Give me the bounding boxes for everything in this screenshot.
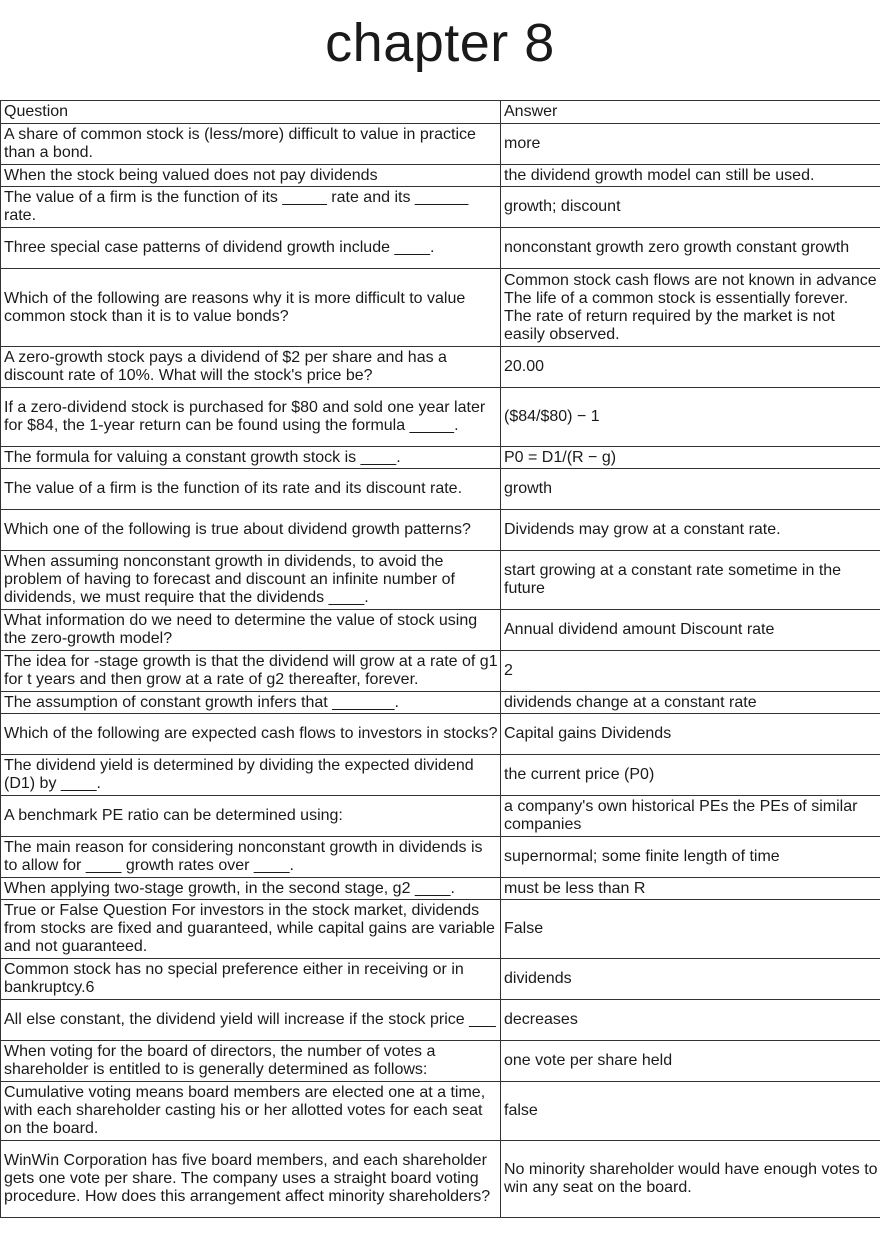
question-cell: WinWin Corporation has five board members, and each shareholder gets one vote per share. The company uses a straight board voting procedure. How does this arrangement affect minority shareholders?: [1, 1141, 501, 1218]
table-row: [1, 837, 880, 878]
answer-cell: a company's own historical PEs the PEs of similar companies: [501, 796, 880, 837]
question-cell: What information do we need to determine the value of stock using the zero-growth model?: [1, 610, 501, 651]
answer-cell: the dividend growth model can still be used.: [501, 165, 880, 187]
table-row: [1, 447, 880, 469]
question-cell: When assuming nonconstant growth in dividends, to avoid the problem of having to forecast and discount an infinite number of dividends, we must require that the dividends ____.: [1, 551, 501, 610]
question-cell: The main reason for considering nonconstant growth in dividends is to allow for ____ growth rates over ____.: [1, 837, 501, 878]
table-row: [1, 755, 880, 796]
answer-cell: one vote per share held: [501, 1041, 880, 1082]
question-cell: The value of a firm is the function of its _____ rate and its ______ rate.: [1, 187, 501, 228]
answer-cell: dividends change at a constant rate: [501, 692, 880, 714]
table-row: [1, 165, 880, 187]
question-cell: The assumption of constant growth infers that _______.: [1, 692, 501, 714]
question-cell: Which one of the following is true about dividend growth patterns?: [1, 510, 501, 551]
answer-cell: ($84/$80) − 1: [501, 388, 880, 447]
answer-cell: more: [501, 124, 880, 165]
question-cell: When applying two-stage growth, in the second stage, g2 ____.: [1, 878, 501, 900]
question-answer-table: [0, 100, 880, 1218]
table-row: [1, 692, 880, 714]
table-row: [1, 551, 880, 610]
table-row: [1, 1141, 880, 1218]
table-header-row: [1, 101, 880, 124]
table-row: [1, 469, 880, 510]
question-cell: Common stock has no special preference either in receiving or in bankruptcy.6: [1, 959, 501, 1000]
answer-cell: supernormal; some finite length of time: [501, 837, 880, 878]
answer-cell: False: [501, 900, 880, 959]
answer-cell: Common stock cash flows are not known in advance The life of a common stock is essentially forever. The rate of return required by the market is not easily observed.: [501, 269, 880, 347]
question-cell: All else constant, the dividend yield will increase if the stock price ___: [1, 1000, 501, 1041]
page-title: chapter 8: [325, 13, 555, 73]
table-row: [1, 1000, 880, 1041]
answer-cell: 20.00: [501, 347, 880, 388]
question-cell: Which of the following are reasons why it is more difficult to value common stock than it is to value bonds?: [1, 269, 501, 347]
question-cell: A zero-growth stock pays a dividend of $2 per share and has a discount rate of 10%. What will the stock's price be?: [1, 347, 501, 388]
table-row: [1, 1082, 880, 1141]
answer-cell: dividends: [501, 959, 880, 1000]
table-row: [1, 959, 880, 1000]
question-cell: The value of a firm is the function of its rate and its discount rate.: [1, 469, 501, 510]
answer-cell: No minority shareholder would have enough votes to win any seat on the board.: [501, 1141, 880, 1218]
table-row: [1, 714, 880, 755]
question-cell: True or False Question For investors in the stock market, dividends from stocks are fixed and guaranteed, while capital gains are variable and not guaranteed.: [1, 900, 501, 959]
table-row: [1, 878, 880, 900]
column-header-question: Question: [1, 101, 501, 124]
answer-cell: Capital gains Dividends: [501, 714, 880, 755]
table-row: [1, 900, 880, 959]
question-cell: Three special case patterns of dividend growth include ____.: [1, 228, 501, 269]
table-row: [1, 388, 880, 447]
question-cell: If a zero-dividend stock is purchased for $80 and sold one year later for $84, the 1-year return can be found using the formula _____.: [1, 388, 501, 447]
answer-cell: Annual dividend amount Discount rate: [501, 610, 880, 651]
table-row: [1, 347, 880, 388]
column-header-answer: Answer: [501, 101, 880, 124]
question-cell: When voting for the board of directors, the number of votes a shareholder is entitled to is generally determined as follows:: [1, 1041, 501, 1082]
answer-cell: decreases: [501, 1000, 880, 1041]
answer-cell: false: [501, 1082, 880, 1141]
answer-cell: must be less than R: [501, 878, 880, 900]
question-cell: A share of common stock is (less/more) difficult to value in practice than a bond.: [1, 124, 501, 165]
answer-cell: the current price (P0): [501, 755, 880, 796]
answer-cell: start growing at a constant rate sometime in the future: [501, 551, 880, 610]
question-cell: Which of the following are expected cash flows to investors in stocks?: [1, 714, 501, 755]
question-cell: The formula for valuing a constant growth stock is ____.: [1, 447, 501, 469]
answer-cell: nonconstant growth zero growth constant growth: [501, 228, 880, 269]
question-cell: Cumulative voting means board members are elected one at a time, with each shareholder casting his or her allotted votes for each seat on the board.: [1, 1082, 501, 1141]
table-row: [1, 610, 880, 651]
question-cell: When the stock being valued does not pay dividends: [1, 165, 501, 187]
table-row: [1, 510, 880, 551]
table-row: [1, 1041, 880, 1082]
table-row: [1, 187, 880, 228]
answer-cell: growth: [501, 469, 880, 510]
table-row: [1, 796, 880, 837]
table-row: [1, 228, 880, 269]
question-cell: A benchmark PE ratio can be determined using:: [1, 796, 501, 837]
table-row: [1, 269, 880, 347]
answer-cell: growth; discount: [501, 187, 880, 228]
question-cell: The dividend yield is determined by dividing the expected dividend (D1) by ____.: [1, 755, 501, 796]
answer-cell: Dividends may grow at a constant rate.: [501, 510, 880, 551]
answer-cell: 2: [501, 651, 880, 692]
answer-cell: P0 = D1/(R − g): [501, 447, 880, 469]
table-row: [1, 124, 880, 165]
table-row: [1, 651, 880, 692]
question-cell: The idea for -stage growth is that the dividend will grow at a rate of g1 for t years and then grow at a rate of g2 thereafter, forever.: [1, 651, 501, 692]
